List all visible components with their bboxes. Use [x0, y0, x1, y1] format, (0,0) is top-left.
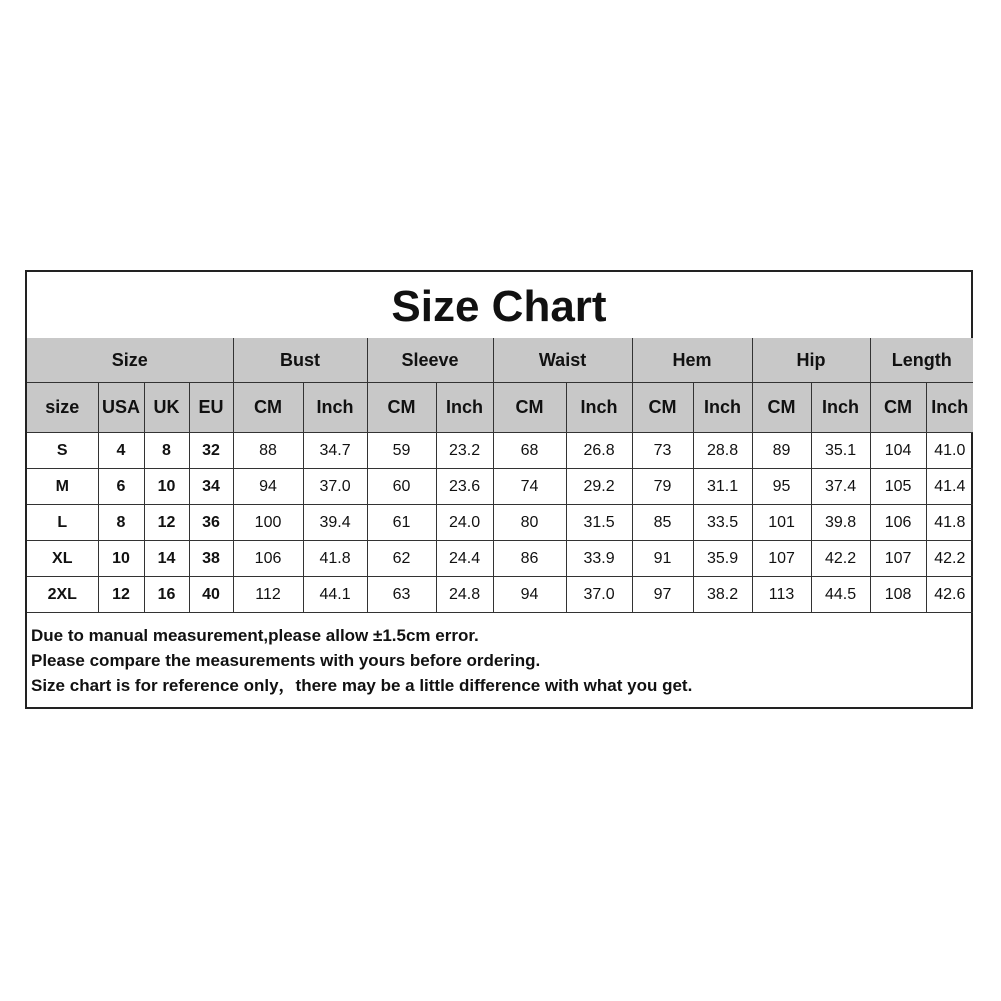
table-cell: 74	[493, 469, 566, 505]
table-cell: 31.5	[566, 505, 632, 541]
note-line: Due to manual measurement,please allow ±1.5cm error.	[31, 626, 479, 645]
table-cell: 95	[752, 469, 811, 505]
group-header-sleeve: Sleeve	[367, 338, 493, 383]
table-cell: 60	[367, 469, 436, 505]
sub-header-cell: CM	[367, 383, 436, 433]
table-cell: 108	[870, 577, 926, 613]
table-cell: XL	[27, 541, 98, 577]
table-cell: 106	[233, 541, 303, 577]
table-cell: 105	[870, 469, 926, 505]
table-cell: 16	[144, 577, 189, 613]
table-cell: L	[27, 505, 98, 541]
table-cell: 39.8	[811, 505, 870, 541]
table-cell: 24.0	[436, 505, 493, 541]
table-cell: 38	[189, 541, 233, 577]
size-chart	[25, 270, 973, 709]
table-cell: 12	[98, 577, 144, 613]
table-row	[27, 541, 973, 577]
table-cell: 36	[189, 505, 233, 541]
group-header-length: Length	[870, 338, 973, 383]
table-cell: 35.1	[811, 433, 870, 469]
group-header-hip: Hip	[752, 338, 870, 383]
table-cell: 2XL	[27, 577, 98, 613]
group-header-row	[27, 338, 973, 383]
table-cell: 94	[233, 469, 303, 505]
table-cell: 34	[189, 469, 233, 505]
table-cell: 42.2	[811, 541, 870, 577]
table-row	[27, 505, 973, 541]
table-cell: 104	[870, 433, 926, 469]
sub-header-row	[27, 383, 973, 433]
table-cell: S	[27, 433, 98, 469]
table-cell: 29.2	[566, 469, 632, 505]
table-cell: 86	[493, 541, 566, 577]
table-cell: 24.4	[436, 541, 493, 577]
sub-header-cell: Inch	[436, 383, 493, 433]
sub-header-cell: CM	[233, 383, 303, 433]
table-cell: 113	[752, 577, 811, 613]
table-cell: 41.8	[926, 505, 973, 541]
sub-header-cell: Inch	[926, 383, 973, 433]
sub-header-cell: Inch	[566, 383, 632, 433]
group-header-size: Size	[27, 338, 233, 383]
table-cell: 33.9	[566, 541, 632, 577]
table-cell: 106	[870, 505, 926, 541]
group-header-hem: Hem	[632, 338, 752, 383]
table-cell: 26.8	[566, 433, 632, 469]
table-cell: 24.8	[436, 577, 493, 613]
sub-header-cell: USA	[98, 383, 144, 433]
table-cell: 37.4	[811, 469, 870, 505]
note-line: Please compare the measurements with yours before ordering.	[31, 651, 541, 670]
table-cell: 107	[752, 541, 811, 577]
sub-header-cell: size	[27, 383, 98, 433]
sub-header-cell: EU	[189, 383, 233, 433]
table-cell: 107	[870, 541, 926, 577]
table-cell: 94	[493, 577, 566, 613]
sub-header-cell: Inch	[303, 383, 367, 433]
table-cell: 42.6	[926, 577, 973, 613]
table-row	[27, 469, 973, 505]
table-cell: M	[27, 469, 98, 505]
table-cell: 33.5	[693, 505, 752, 541]
sub-header-cell: UK	[144, 383, 189, 433]
table-cell: 68	[493, 433, 566, 469]
table-cell: 37.0	[303, 469, 367, 505]
table-cell: 61	[367, 505, 436, 541]
group-header-waist: Waist	[493, 338, 632, 383]
sub-header-cell: Inch	[811, 383, 870, 433]
table-cell: 41.8	[303, 541, 367, 577]
table-cell: 14	[144, 541, 189, 577]
table-cell: 40	[189, 577, 233, 613]
table-cell: 80	[493, 505, 566, 541]
table-cell: 42.2	[926, 541, 973, 577]
sub-header-cell: Inch	[693, 383, 752, 433]
table-cell: 100	[233, 505, 303, 541]
table-cell: 38.2	[693, 577, 752, 613]
table-row	[27, 577, 973, 613]
table-cell: 97	[632, 577, 693, 613]
table-cell: 10	[144, 469, 189, 505]
table-cell: 73	[632, 433, 693, 469]
table-cell: 88	[233, 433, 303, 469]
table-cell: 91	[632, 541, 693, 577]
table-cell: 12	[144, 505, 189, 541]
table-cell: 10	[98, 541, 144, 577]
table-cell: 85	[632, 505, 693, 541]
table-cell: 41.4	[926, 469, 973, 505]
table-cell: 35.9	[693, 541, 752, 577]
table-cell: 44.1	[303, 577, 367, 613]
sub-header-cell: CM	[870, 383, 926, 433]
table-cell: 8	[144, 433, 189, 469]
sub-header-cell: CM	[632, 383, 693, 433]
table-cell: 8	[98, 505, 144, 541]
sub-header-cell: CM	[493, 383, 566, 433]
table-body	[27, 433, 973, 613]
table-cell: 23.6	[436, 469, 493, 505]
table-cell: 62	[367, 541, 436, 577]
chart-title: Size Chart	[391, 282, 607, 331]
table-cell: 39.4	[303, 505, 367, 541]
table-cell: 37.0	[566, 577, 632, 613]
table-cell: 89	[752, 433, 811, 469]
table-cell: 23.2	[436, 433, 493, 469]
size-table	[27, 338, 973, 613]
notes	[31, 623, 961, 698]
table-cell: 79	[632, 469, 693, 505]
sub-header-cell: CM	[752, 383, 811, 433]
table-row	[27, 433, 973, 469]
table-cell: 101	[752, 505, 811, 541]
table-cell: 63	[367, 577, 436, 613]
table-cell: 6	[98, 469, 144, 505]
group-header-bust: Bust	[233, 338, 367, 383]
table-cell: 44.5	[811, 577, 870, 613]
table-cell: 31.1	[693, 469, 752, 505]
table-cell: 32	[189, 433, 233, 469]
table-cell: 112	[233, 577, 303, 613]
table-cell: 4	[98, 433, 144, 469]
note-line: Size chart is for reference only，there may be a little difference with what you get.	[31, 676, 693, 695]
table-cell: 34.7	[303, 433, 367, 469]
table-cell: 41.0	[926, 433, 973, 469]
table-cell: 59	[367, 433, 436, 469]
table-cell: 28.8	[693, 433, 752, 469]
